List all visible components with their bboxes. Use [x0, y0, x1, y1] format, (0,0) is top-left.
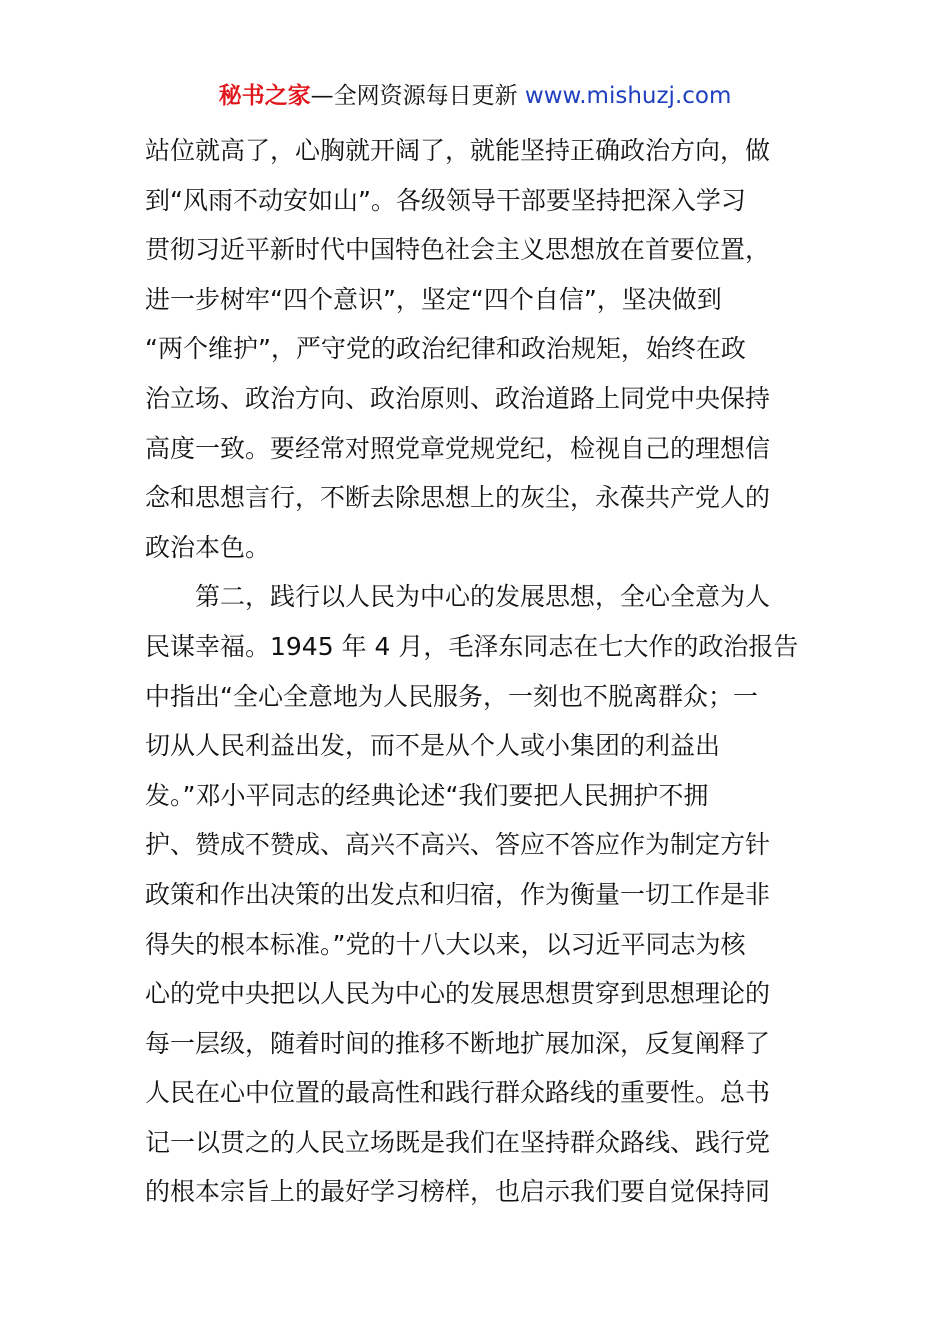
- text-line: 进一步树牢“四个意识”，坚定“四个自信”，坚决做到: [145, 284, 722, 314]
- document-body: [145, 126, 805, 1217]
- text-line: 高度一致。要经常对照党章党规党纪，检视自己的理想信: [145, 433, 771, 463]
- text-line: 治立场、政治方向、政治原则、政治道路上同党中央保持: [145, 383, 771, 413]
- text-line: 的根本宗旨上的最好学习榜样，也启示我们要自觉保持同: [145, 1177, 771, 1207]
- text-line: 民谋幸福。1945 年 4 月，毛泽东同志在七大作的政治报告: [145, 631, 799, 661]
- text-line: 政治本色。: [145, 532, 271, 562]
- text-line: 贯彻习近平新时代中国特色社会主义思想放在首要位置，: [145, 235, 771, 265]
- text-line: “两个维护”，严守党的政治纪律和政治规矩，始终在政: [145, 334, 746, 364]
- text-line: 记一以贯之的人民立场既是我们在坚持群众路线、践行党: [145, 1127, 771, 1157]
- text-line: 第二，践行以人民为中心的发展思想，全心全意为人: [145, 582, 771, 612]
- page-header: [0, 80, 950, 112]
- text-line: 站位就高了，心胸就开阔了，就能坚持正确政治方向，做: [145, 136, 771, 165]
- text-line: 人民在心中位置的最高性和践行群众路线的重要性。总书: [145, 1078, 771, 1108]
- header-tagline: —全网资源每日更新: [310, 83, 525, 109]
- text-line: 护、赞成不赞成、高兴不高兴、答应不答应作为制定方针: [145, 830, 771, 860]
- text-line: 到“风雨不动安如山”。各级领导干部要坚持把深入学习: [145, 185, 746, 215]
- text-line: 心的党中央把以人民为中心的发展思想贯穿到思想理论的: [145, 979, 771, 1009]
- text-line: 每一层级，随着时间的推移不断地扩展加深，反复阐释了: [145, 1028, 771, 1058]
- site-url-link[interactable]: www.mishuzj.com: [524, 83, 732, 109]
- text-line: 中指出“全心全意地为人民服务，一刻也不脱离群众；一: [145, 681, 758, 711]
- text-line: 发。”邓小平同志的经典论述“我们要把人民拥护不拥: [145, 780, 709, 810]
- text-line: 政策和作出决策的出发点和归宿，作为衡量一切工作是非: [145, 879, 771, 909]
- text-line: 切从人民利益出发，而不是从个人或小集团的利益出: [145, 731, 721, 761]
- text-line: 得失的根本标准。”党的十八大以来，以习近平同志为核: [145, 929, 746, 959]
- text-line: 念和思想言行，不断去除思想上的灰尘，永葆共产党人的: [145, 483, 771, 513]
- brand-name: 秘书之家: [218, 83, 311, 109]
